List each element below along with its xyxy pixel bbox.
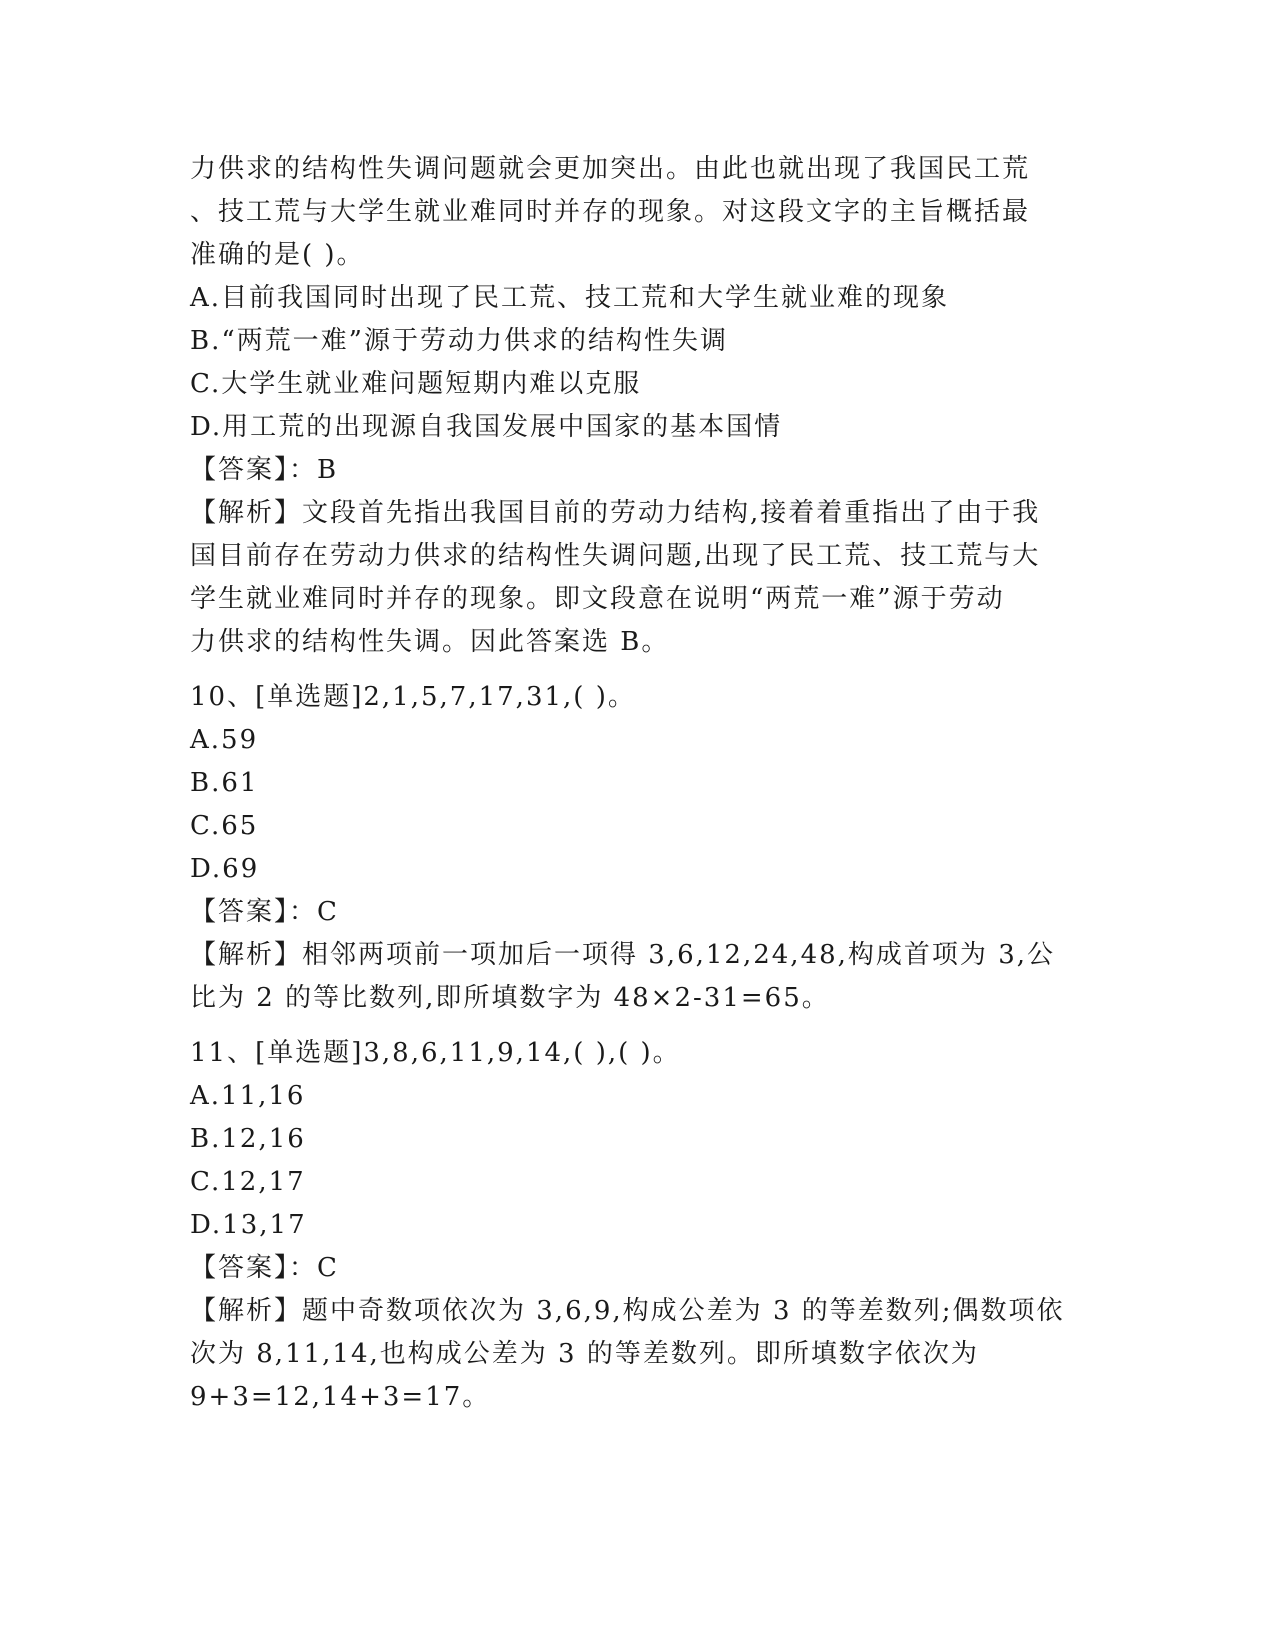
analysis-line: 次为 8,11,14,也构成公差为 3 的等差数列。即所填数字依次为 <box>190 1339 979 1369</box>
answer-line: 【答案】：B <box>190 455 339 485</box>
question-9 <box>190 148 1090 664</box>
option-d: D.13,17 <box>190 1210 307 1240</box>
question-stem-line: 准确的是( )。 <box>190 240 365 270</box>
option-a: A.11,16 <box>190 1081 306 1111</box>
document-page <box>190 148 1090 1419</box>
answer-line: 【答案】：C <box>190 897 339 927</box>
answer-line: 【答案】：C <box>190 1253 339 1283</box>
option-d: D.69 <box>190 854 260 884</box>
option-c: C.大学生就业难问题短期内难以克服 <box>190 369 642 399</box>
question-stem-line: 力供求的结构性失调问题就会更加突出。由此也就出现了我国民工荒 <box>190 154 1031 184</box>
option-d: D.用工荒的出现源自我国发展中国家的基本国情 <box>190 412 783 442</box>
analysis-line: 学生就业难同时并存的现象。即文段意在说明“两荒一难”源于劳动 <box>190 584 1005 614</box>
option-b: B.61 <box>190 768 259 798</box>
question-stem: 11、[单选题]3,8,6,11,9,14,( ),( )。 <box>190 1038 681 1068</box>
analysis-line: 【解析】相邻两项前一项加后一项得 3,6,12,24,48,构成首项为 3,公 <box>190 940 1055 970</box>
option-c: C.65 <box>190 811 259 841</box>
option-c: C.12,17 <box>190 1167 306 1197</box>
analysis-line: 力供求的结构性失调。因此答案选 B。 <box>190 627 670 657</box>
question-10 <box>190 676 1090 1020</box>
analysis-line: 比为 2 的等比数列,即所填数字为 48×2-31=65。 <box>190 983 830 1013</box>
option-a: A.59 <box>190 725 259 755</box>
option-a: A.目前我国同时出现了民工荒、技工荒和大学生就业难的现象 <box>190 283 950 313</box>
spacer <box>190 1020 1090 1032</box>
analysis-line: 【解析】题中奇数项依次为 3,6,9,构成公差为 3 的等差数列;偶数项依 <box>190 1296 1065 1326</box>
question-11 <box>190 1032 1090 1419</box>
analysis-line: 国目前存在劳动力供求的结构性失调问题,出现了民工荒、技工荒与大 <box>190 541 1041 571</box>
analysis-line: 9+3=12,14+3=17。 <box>190 1382 491 1412</box>
question-stem: 10、[单选题]2,1,5,7,17,31,( )。 <box>190 682 636 712</box>
option-b: B.12,16 <box>190 1124 306 1154</box>
spacer <box>190 664 1090 676</box>
analysis-line: 【解析】文段首先指出我国目前的劳动力结构,接着着重指出了由于我 <box>190 498 1041 528</box>
option-b: B.“两荒一难”源于劳动力供求的结构性失调 <box>190 326 728 356</box>
question-stem-line: 、技工荒与大学生就业难同时并存的现象。对这段文字的主旨概括最 <box>190 197 1031 227</box>
